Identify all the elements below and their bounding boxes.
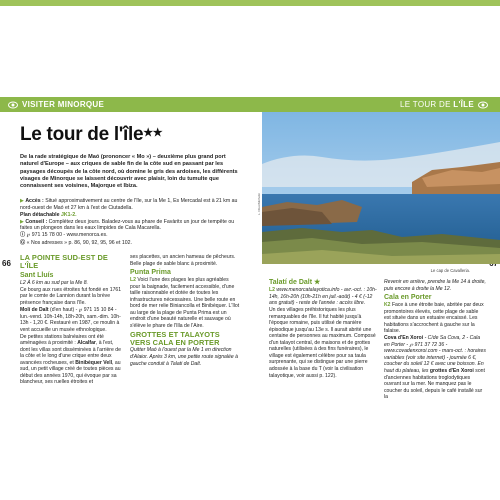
- arrow-icon: ▶: [20, 198, 24, 204]
- column-4: Revenir en arrière, prendre la Me 14 à droite, puis encore à droite la Me 12. Cala en Porter K2 Face à une étroite baie, abritée par deux promontoires élevés, cette plage de sable est située dans un estuaire encaissé. Les habitations s'accrochent à gauche sur la falaise. Cova d'En Xoroi - C/de Sa Cova, 2 - Cala en Porter - ℘ 971 37 72 36 - www.covadenxoroi.com - mars-oct. : horaires variables (voir site internet) - journée 6 €, coucher du soleil 12 € avec une boisson. En haut du plateau, les grottes d'En Xoroi sont d'anciennes habitations troglodytiques ouvrant sur la mer. Ne manquez pas le coucher du soleil, depuis le café installé sur la: [384, 279, 486, 401]
- coastline-photo: [262, 112, 500, 264]
- photo-image: [262, 112, 500, 264]
- rating-stars: ★★: [143, 127, 163, 139]
- photo-credit: L. Olivo/Michelin: [257, 192, 261, 215]
- subsection-heading: Cala en Porter: [384, 294, 432, 302]
- subsection-heading: Punta Prima: [130, 269, 171, 277]
- section-heading: LA POINTE SUD-EST DE L'ÎLE: [20, 253, 108, 270]
- address-icon: Ⓖ: [20, 239, 26, 246]
- page-number-left: 66: [2, 259, 11, 268]
- intro-paragraph: De la rade stratégique de Maó (prononcer « Mo ») – deuxième plus grand port naturel d'Europe – aux criques de sable fin de la côte sud en passant par les paysages découpés de la côte nord, où domine le gris des ardoises, les différents visages de Minorque se laissent découvrir avec plaisir, loin du tumulte que connaissent ses voisines, Majorque et Ibiza.: [20, 154, 238, 190]
- section-heading: GROTTES ET TALAYOTS VERS CALA EN PORTER: [130, 330, 220, 348]
- column-3: Talatí de Dalt ★ L2 www.menorcatalayotica.info - avr.-oct. : 10h-14h, 16h-20h (10h-21h en juil.-août) - 4 € (-12 ans gratuit) - reste de l'année : accès libre. Un des villages préhistoriques les plus remarquables de l'île. Il fut habité jusqu'à l'époque romaine, puis utilisé de manière épisodique jusqu'au 13e s. Il aurait abrité une centaine de personnes au maximum. Composé d'un talayot central, de maisons et de grottes naturelles (utilisées à des fins funéraires), le village est également célèbre pour sa taula surprenante, qui se distingue par une pierre adossée à la base du T (voir la civilisation talayotique, voir aussi p. 122).: [269, 279, 377, 379]
- header-left: [8, 100, 104, 109]
- top-color-strip: [0, 0, 500, 6]
- subsection-heading: Sant Lluís: [20, 272, 54, 279]
- column-2: ses placettes, un ancien hameau de pêcheurs. Belle plage de sable blanc à proximité. Punta Prima L2 Voici l'une des plages les plus agréables pour la baignade, facilement accessible, d'une taille raisonnable et dotée de toutes les infrastructures nécessaires. Une belle route en bord de mer relie Biniancolla et Binibèquer. L'îlot au large de la plage de Punta Prima est un endroit d'une beauté naturelle et sauvage où s'élève le phare de l'Illa de l'Aire. GROTTES ET TALAYOTS VERS CALA EN PORTER Quitter Maó à l'ouest par la Me 1 en direction d'Alaior. Après 3 km, une petite route signalée à gauche conduit à Talati de Dalt.: [130, 254, 240, 367]
- section-label: VISITER MINORQUE: [22, 100, 105, 109]
- column-1: LA POINTE SUD-EST DE L'ÎLE Sant Lluís L2 À 6 km au sud par la Me 8. Ce bourg aux rues étroites fut fondé en 1761 par le comte de Lannion durant la brève présence française dans l'île. Molí de Dalt (d'en haut) - ℘ 971 15 10 84 - lun.-vend. 10h-14h, 18h-20h, sam.-dim. 10h-13h - 1,20 €. Restauré en 1987, ce moulin à vent accueille un musée ethnologique. De petites stations balnéaires ont été aménagées à proximité : Alcalfar, à l'est, dont les villas sont disséminées à l'arrière de la côte et le long d'une crique entre deux avancées rocheuses, et Binibèquer Vell, au sud, un petit village créé de toutes pièces au début des années 1970, qui évoque par sa blancheur, ses ruelles étroites et: [20, 253, 122, 386]
- photo-caption: Le cap de Cavalleria.: [430, 268, 470, 273]
- subsection-heading: Talatí de Dalt ★: [269, 279, 321, 286]
- arrow-icon: ▶: [20, 218, 24, 225]
- star-icon: ★: [314, 279, 321, 286]
- header-right: [400, 100, 488, 109]
- eye-icon: [478, 101, 488, 109]
- practical-info: ▶ Accès : Situé approximativement au centre de l'île, sur la Me 1, Es Mercadal est à 21 km au nord-ouest de Maó et 27 km à l'est de Ciutadella. Plan détachable JK1-2. ▶ Conseil : Complétez deux jours. Baladez-vous au phare de Favàritx un jour de tempête ou faites un plongeon dans les eaux limpides de Cala Macarella. ⓘ ℘ 971 15 78 00 - www.menorca.es. Ⓖ « Nos adresses » p. 86, 90, 92, 95, 96 et 102.: [20, 198, 238, 246]
- page-title: Le tour de l'île★★: [20, 124, 163, 145]
- info-icon: ⓘ: [20, 232, 26, 239]
- eye-icon: [8, 101, 18, 109]
- chapter-label: LE TOUR DE L'ÎLE: [400, 100, 474, 109]
